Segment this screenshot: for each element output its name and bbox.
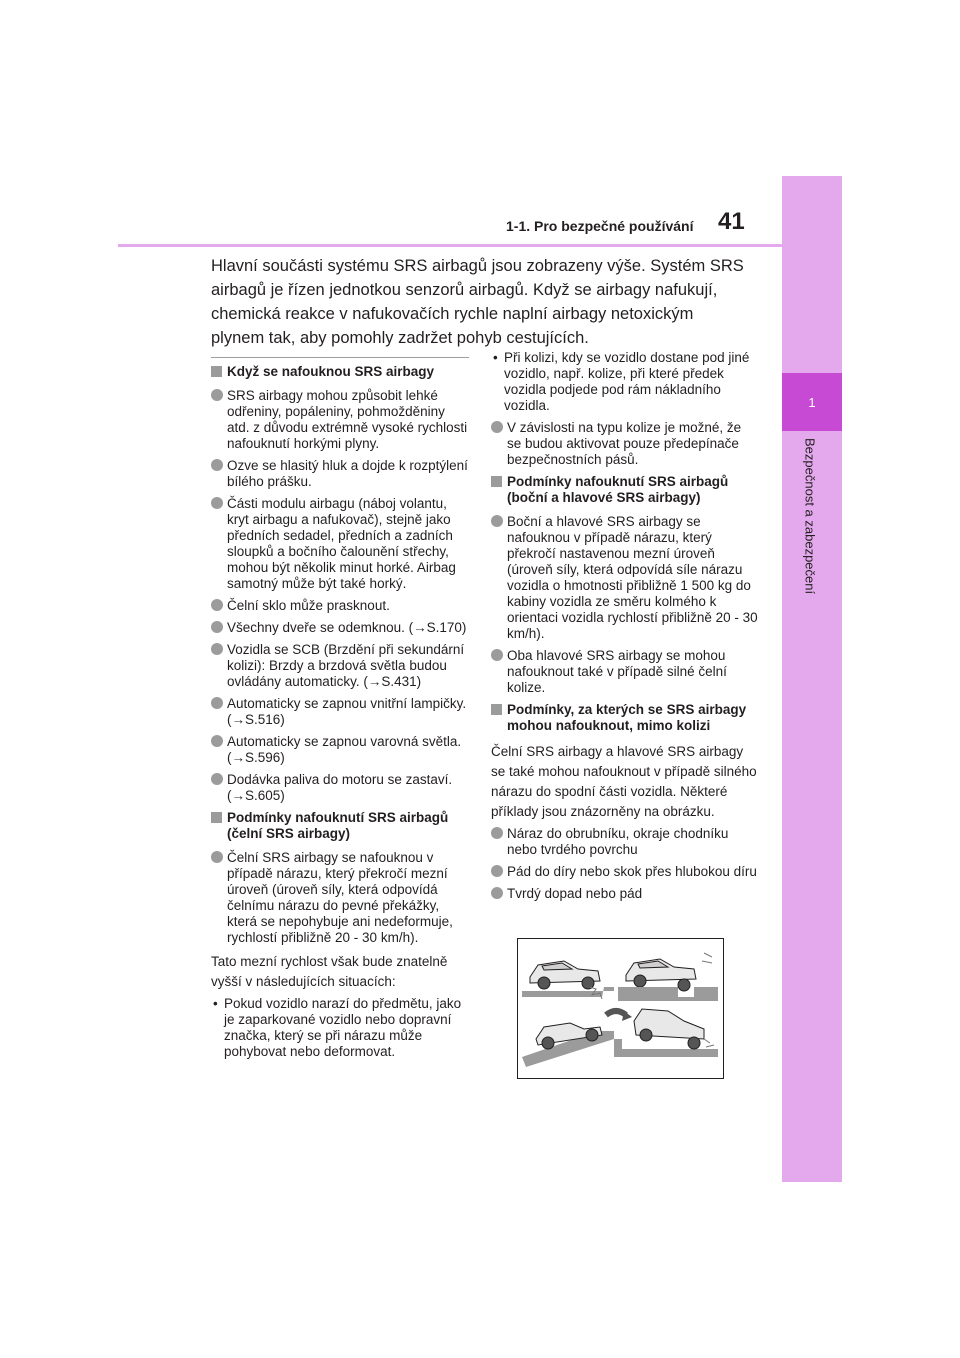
bullet-icon — [211, 851, 223, 863]
bullet-icon — [211, 643, 223, 655]
square-marker-icon — [211, 812, 222, 823]
list-item: Automaticky se zapnou varovná světla. (→S.596) — [211, 734, 469, 766]
bullet-icon — [211, 389, 223, 401]
section-heading: Podmínky, za kterých se SRS airbagy mohou nafouknout, mimo kolizi — [491, 702, 759, 734]
list-item: Čelní sklo může prasknout. — [211, 598, 469, 614]
square-marker-icon — [491, 476, 502, 487]
bullet-icon — [491, 421, 503, 433]
section-heading: Podmínky nafouknutí SRS airbagů (boční a hlavové SRS airbagy) — [491, 474, 759, 506]
list-item: Oba hlavové SRS airbagy se mohou nafouknout také v případě silné čelní kolize. — [491, 648, 759, 696]
dash-item: • Při kolizi, kdy se vozidlo dostane pod jiné vozidlo, např. kolize, při které předek vozidla podjede pod rám nákladního vozidla. — [493, 350, 750, 413]
curb-impact-icon — [522, 961, 614, 1001]
list-item: Části modulu airbagu (náboj volantu, kryt airbagu a nafukovač), stejně jako předních sedadel, předních a zadních sloupků a bočního čalounění střechy, mohou být několik minut horké. Airbag samotný může být také horký. — [211, 496, 469, 592]
chapter-number: 1 — [782, 373, 842, 431]
list-item: Čelní SRS airbagy se nafouknou v případě nárazu, který překročí mezní úroveň (úroveň síly, která odpovídá čelnímu nárazu do pevné překážky, která se nepohybuje ani nedeformuje, rychlostí přibližně 20 - 30 km/h). — [211, 850, 469, 946]
intro-paragraph: Hlavní součásti systému SRS airbagů jsou zobrazeny výše. Systém SRS airbagů je řízen jednotkou senzorů airbagů. Když se airbagy nafukují, chemická reakce v nafukovačích rychle naplní airbagy netoxickým plynem tak, aby pomohly zadržet pohyb cestujících. — [211, 257, 744, 347]
section-heading: Když se nafouknou SRS airbagy — [211, 364, 469, 380]
list-item: Všechny dveře se odemknou. (→S.170) — [211, 620, 469, 636]
square-marker-icon — [211, 366, 222, 377]
bullet-icon — [211, 697, 223, 709]
list-item: Boční a hlavové SRS airbagy se nafouknou v případě nárazu, který překročí nastavenou mezní úroveň (úroveň síly, která odpovídá síle nárazu vozidla o hmotnosti přibližně 1 500 kg do kabiny vozidla ze směru kolmého k orientaci vozidla rychlostí přibližně 20 - 30 km/h). — [491, 514, 759, 642]
paragraph: Čelní SRS airbagy a hlavové SRS airbagy se také mohou nafouknout v případě silného nárazu do spodní části vozidla. Některé příklady jsou znázorněny na obrázku. — [491, 744, 757, 819]
hard-landing-icon — [522, 1009, 718, 1067]
chapter-title: Bezpečnost a zabezpečení — [802, 438, 818, 595]
list-item: V závislosti na typu kolize je možné, že se budou aktivovat pouze předepínače bezpečnostních pásů. — [491, 420, 759, 468]
bullet-icon — [211, 773, 223, 785]
square-marker-icon — [491, 704, 502, 715]
right-column — [491, 350, 759, 908]
list-item: Dodávka paliva do motoru se zastaví. (→S.605) — [211, 772, 469, 804]
list-item: Ozve se hlasitý hluk a dojde k rozptýlení bílého prášku. — [211, 458, 469, 490]
bullet-icon — [491, 649, 503, 661]
bullet-icon — [211, 735, 223, 747]
bullet-icon — [491, 865, 503, 877]
hole-drop-icon — [618, 953, 718, 1001]
list-item: SRS airbagy mohou způsobit lehké odřeniny, popáleniny, pohmožděniny atd. z důvodu extrémně vysoké rychlosti nafouknutí horkými plyny. — [211, 388, 469, 452]
bullet-icon — [211, 459, 223, 471]
section-heading: Podmínky nafouknutí SRS airbagů (čelní SRS airbagy) — [211, 810, 469, 842]
illustration — [517, 938, 724, 1079]
bullet-icon — [211, 599, 223, 611]
list-item: Náraz do obrubníku, okraje chodníku nebo tvrdého povrchu — [491, 826, 759, 858]
dash-item: • Pokud vozidlo narazí do předmětu, jako je zaparkované vozidlo nebo dopravní značka, který se při nárazu může pohybovat nebo deformovat. — [213, 996, 462, 1059]
list-item: Automaticky se zapnou vnitřní lampičky. (→S.516) — [211, 696, 469, 728]
bullet-icon — [491, 515, 503, 527]
paragraph: Tato mezní rychlost však bude znatelně vyšší v následujících situacích: — [211, 954, 448, 989]
section-title: 1-1. Pro bezpečné používání — [506, 218, 694, 234]
list-item: Vozidla se SCB (Brzdění při sekundární kolizi): Brzdy a brzdová světla budou ovládány automaticky. (→S.431) — [211, 642, 469, 690]
crash-scenarios-illustration — [518, 939, 723, 1078]
page-number: 41 — [718, 208, 745, 235]
bullet-icon — [211, 621, 223, 633]
left-column — [211, 364, 469, 1066]
bullet-icon — [211, 497, 223, 509]
list-item: Pád do díry nebo skok přes hlubokou díru — [491, 864, 759, 880]
section-divider — [211, 357, 469, 358]
list-item: Tvrdý dopad nebo pád — [491, 886, 759, 902]
bullet-icon — [491, 887, 503, 899]
side-tab — [782, 176, 842, 1182]
bullet-icon — [491, 827, 503, 839]
header-rule — [118, 244, 782, 247]
